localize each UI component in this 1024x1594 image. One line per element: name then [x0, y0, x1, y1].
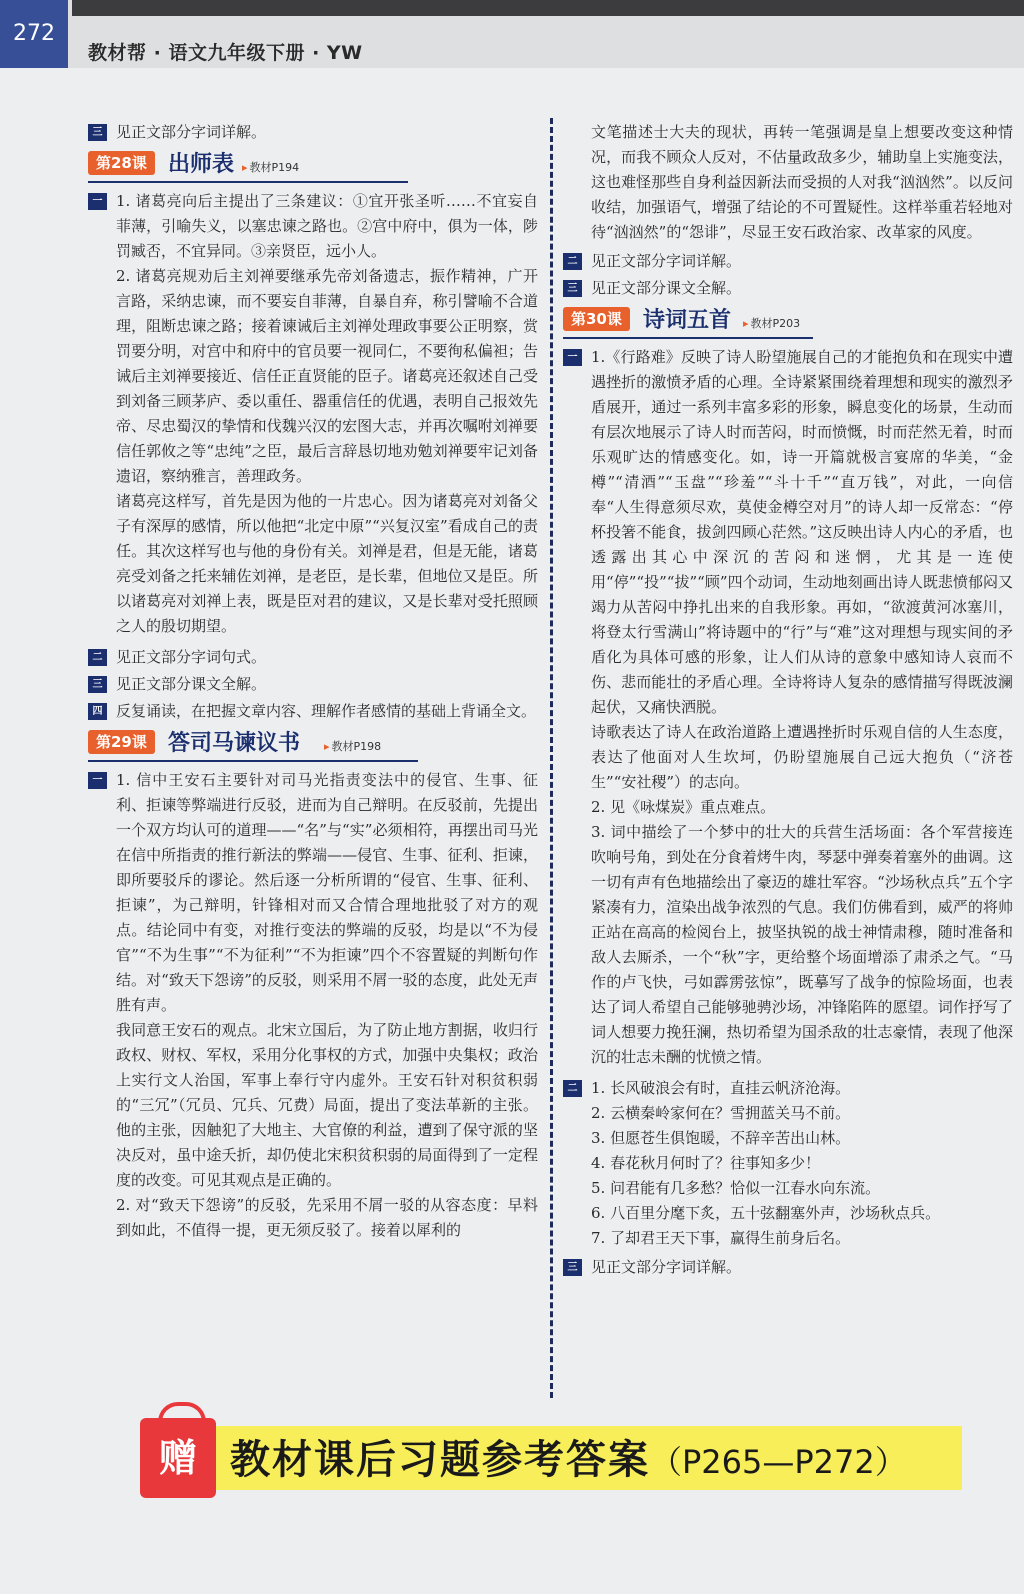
answer-item — [563, 345, 1013, 1070]
banner-text — [230, 1428, 907, 1485]
answer-item — [88, 768, 538, 1243]
answer-text: 2. 对“致天下怨谤”的反驳，先采用不屑一驳的从容态度：早料到如此，不值得一提，更无须反驳了。接着以犀利的 — [116, 1196, 538, 1239]
book-title: 教材帮 · 语文九年级下册 · YW — [88, 42, 363, 64]
list-line: 2. 云横秦岭家何在？雪拥蓝关马不前。 — [591, 1104, 851, 1122]
gift-bow-icon — [158, 1402, 206, 1424]
answer-text: 见正文部分字词句式。 — [116, 648, 267, 666]
answer-text: 诗歌表达了诗人在政治道路上遭遇挫折时乐观自信的人生态度，表达了他面对人生坎坷，仍盼望施展自己远大抱负（“济苍生”“安社稷”）的志向。 — [591, 723, 1013, 791]
answer-text: 诸葛亮这样写，首先是因为他的一片忠心。因为诸葛亮对刘备父子有深厚的感情，所以他把“北定中原”“兴复汉室”看成自己的责任。其次这样写也与他的身份有关。刘禅是君，但是无能，诸葛亮受刘备之托来辅佐刘禅，是老臣，是长辈，但地位又是臣。所以诸葛亮对刘禅上表，既是臣对君的建议，又是长辈对受托照顾之人的殷切期望。 — [116, 492, 538, 635]
lesson-header-29 — [88, 728, 418, 762]
lesson-header-28 — [88, 149, 408, 183]
answer-text: 见正文部分课文全解。 — [591, 279, 742, 297]
right-column — [563, 120, 1013, 1282]
question-marker: 三 — [88, 124, 107, 141]
answer-text: 1. 信中王安石主要针对司马光指责变法中的侵官、生事、征利、拒谏等弊端进行反驳，进而为自己辩明。在反驳前，先提出一个双方均认可的道理——“名”与“实”必须相符，再摆出司马光在信中所指责的推行新法的弊端——侵官、生事、征利、拒谏，即所要驳斥的谬论。然后逐一分析所谓的“侵官、生事、征利、拒谏”，为己辩明，针锋相对而又合情合理地批驳了对方的观点。结论同中有变，对推行变法的弊端的反驳，均是以“不为侵官”“不为生事”“不为征利”“不为拒谏”四个不容置疑的判断句作结。对“致天下怨谤”的反驳，则采用不屑一驳的态度，此处无声胜有声。 — [116, 771, 538, 1014]
answer-text: 见正文部分字词详解。 — [591, 252, 742, 270]
list-line: 4. 春花秋月何时了？往事知多少！ — [591, 1154, 821, 1172]
list-line: 5. 问君能有几多愁？恰似一江春水向东流。 — [591, 1179, 881, 1197]
question-marker: 三 — [563, 280, 582, 297]
answer-item — [563, 1255, 1013, 1280]
answer-text: 反复诵读，在把握文章内容、理解作者感情的基础上背诵全文。 — [116, 702, 537, 720]
answer-text: 1.《行路难》反映了诗人盼望施展自己的才能抱负和在现实中遭遇挫折的激愤矛盾的心理。全诗紧紧围绕着理想和现实的激烈矛盾展开，通过一系列丰富多彩的形象，瞬息变化的场景，生动而有层次地展示了诗人时而苦闷，时而愤慨，时而茫然无着，时而乐观旷达的情感变化。如，诗一开篇就极言宴席的华美，“金樽”“清酒”“玉盘”“珍羞”“斗十千”“直万钱”，对此，一向信奉“人生得意须尽欢，莫使金樽空对月”的诗人却一反常态：“停杯投箸不能食，拔剑四顾心茫然。”这反映出诗人内心的矛盾，也透露出其心中深沉的苦闷和迷惘，尤其是一连使用“停”“投”“拔”“顾”四个动词，生动地刻画出诗人既悲愤郁闷又竭力从苦闷中挣扎出来的自我形象。再如，“欲渡黄河冰塞川，将登太行雪满山”将诗题中的“行”与“难”这对理想与现实间的矛盾化为具体可感的形象，让人们从诗的意象中感知诗人哀而不伤、悲而能壮的矛盾心理。全诗将诗人复杂的感情描写得既波澜起伏，又痛快洒脱。 — [591, 348, 1013, 716]
textbook-ref: ▸ 教材P203 — [743, 315, 800, 331]
lesson-badge: 第28课 — [88, 151, 155, 175]
answer-item — [563, 249, 1013, 274]
lesson-badge: 第30课 — [563, 307, 630, 331]
answer-text: 2. 见《咏煤炭》重点难点。 — [591, 798, 776, 816]
lesson-header-30 — [563, 305, 813, 339]
question-marker: 一 — [88, 772, 107, 789]
gift-icon — [140, 1418, 216, 1498]
answer-text: 见正文部分字词详解。 — [116, 123, 267, 141]
list-line: 7. 了却君王天下事，赢得生前身后名。 — [591, 1229, 851, 1247]
answer-item — [563, 1076, 1013, 1251]
question-marker: 四 — [88, 703, 107, 720]
answer-item — [563, 276, 1013, 301]
banner-range: （P265—P272） — [650, 1443, 907, 1481]
list-line: 3. 但愿苍生俱饱暖，不辞辛苦出山林。 — [591, 1129, 851, 1147]
question-marker: 三 — [88, 676, 107, 693]
page-number: 272 — [0, 0, 68, 68]
answer-item — [88, 645, 538, 670]
banner-title: 教材课后习题参考答案 — [230, 1437, 650, 1483]
question-marker: 二 — [563, 1080, 582, 1097]
answer-text: 见正文部分字词详解。 — [591, 1258, 742, 1276]
textbook-ref: ▸ 教材P198 — [324, 738, 381, 754]
top-dark-strip — [72, 0, 1024, 16]
answer-key-banner — [140, 1418, 962, 1498]
question-marker: 一 — [88, 193, 107, 210]
answer-item — [88, 672, 538, 697]
lesson-title: 诗词五首 — [643, 308, 732, 333]
lesson-badge: 第29课 — [88, 730, 155, 754]
gift-label: 赠 — [158, 1436, 197, 1480]
question-marker: 二 — [563, 253, 582, 270]
answer-item — [88, 699, 538, 724]
lesson-title: 出师表 — [168, 152, 235, 177]
list-line: 1. 长风破浪会有时，直挂云帆济沧海。 — [591, 1079, 851, 1097]
answer-text: 1. 诸葛亮向后主提出了三条建议：①宜开张圣听……不宜妄自菲薄，引喻失义，以塞忠谏之路也。②宫中府中，俱为一体，陟罚臧否，不宜异同。③亲贤臣，远小人。 — [116, 192, 538, 260]
answer-item — [88, 189, 538, 639]
question-marker: 一 — [563, 349, 582, 366]
answer-text: 我同意王安石的观点。北宋立国后，为了防止地方割据，收归行政权、财权、军权，采用分化事权的方式，加强中央集权；政治上实行文人治国，军事上奉行守内虚外。王安石针对积贫积弱的“三冗”（冗员、冗兵、冗费）局面，提出了变法革新的主张。他的主张，因触犯了大地主、大官僚的利益，遭到了保守派的坚决反对，虽中途夭折，却仍使北宋积贫积弱的局面得到了一定程度的改变。可见其观点是正确的。 — [116, 1021, 538, 1189]
textbook-ref: ▸ 教材P194 — [242, 159, 299, 175]
question-marker: 三 — [563, 1259, 582, 1276]
answer-item — [88, 120, 538, 145]
answer-text: 3. 词中描绘了一个梦中的壮大的兵营生活场面：各个军营接连吹响号角，到处在分食着烤牛肉，琴瑟中弹奏着塞外的曲调。这一切有声有色地描绘出了豪迈的雄壮军容。“沙场秋点兵”五个字紧凑有力，渲染出战争浓烈的气息。我们仿佛看到，威严的将帅正站在高高的检阅台上，披坚执锐的战士神情肃穆，随时准备和敌人去厮杀，一个“秋”字，更给整个场面增添了肃杀之气。“马作的卢飞快，弓如霹雳弦惊”，既摹写了战争的惊险场面，也表达了词人希望自己能够驰骋沙场，冲锋陷阵的愿望。词作抒写了词人想要力挽狂澜，热切希望为国杀敌的壮志豪情，表现了他深沉的壮志未酬的忧愤之情。 — [591, 823, 1013, 1066]
list-line: 6. 八百里分麾下炙，五十弦翻塞外声，沙场秋点兵。 — [591, 1204, 941, 1222]
answer-text: 文笔描述士大夫的现状，再转一笔强调是皇上想要改变这种情况，而我不顾众人反对，不估量政敌多少，辅助皇上实施变法，这也难怪那些自身利益因新法而受损的人对我“汹汹然”。以反问收结，加强语气，增强了结论的不可置疑性。这样举重若轻地对待“汹汹然”的“怨诽”，尽显王安石政治家、改革家的风度。 — [591, 123, 1013, 241]
left-column — [88, 120, 538, 1245]
answer-text: 见正文部分课文全解。 — [116, 675, 267, 693]
question-marker: 二 — [88, 649, 107, 666]
answer-text: 2. 诸葛亮规劝后主刘禅要继承先帝刘备遗志，振作精神，广开言路，采纳忠谏，而不要妄自菲薄，自暴自弃，称引譬喻不合道理，阻断忠谏之路；接着谏诫后主刘禅处理政事要公正明察，赏罚要分明，对宫中和府中的官员要一视同仁，不要徇私偏袒；告诫后主刘禅要接近、信任正直贤能的臣子。诸葛亮还叙述自己受到刘备三顾茅庐、委以重任、器重信任的优遇，表明自己报效先帝、尽忠蜀汉的挚情和伐魏兴汉的宏图大志，并再次嘱咐刘禅要信任郭攸之等“忠纯”之臣，最后言辞恳切地劝勉刘禅要牢记刘备遗诏，察纳雅言，善理政务。 — [116, 267, 538, 485]
lesson-title: 答司马谏议书 — [168, 731, 301, 756]
answer-item — [563, 120, 1013, 245]
column-divider — [550, 118, 553, 1398]
